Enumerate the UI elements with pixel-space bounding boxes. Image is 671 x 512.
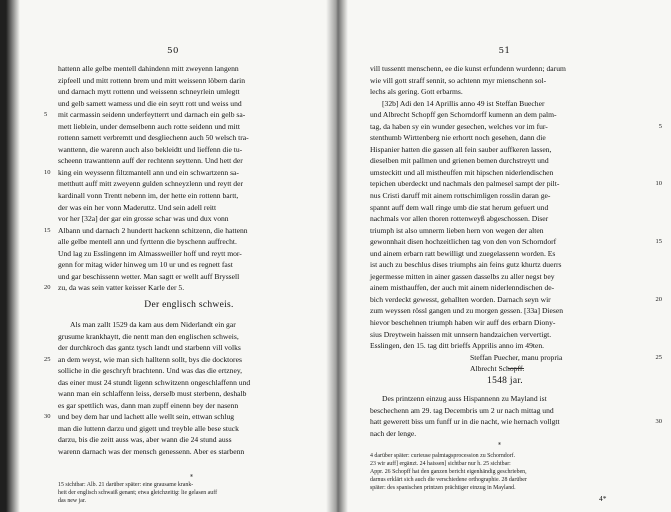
text-line bbox=[44, 225, 320, 237]
line-text: und ainem erbarn ratt bewilligt und zuegelassenn worden. Es bbox=[370, 248, 556, 258]
line-text: mett lieblein, under demselbenn auch rotte seidenn und mitt bbox=[58, 121, 240, 131]
footnote-line: Appr. 26 Schopff hat den ganzen bericht eigenhändig geschrieben, bbox=[370, 469, 527, 475]
line-text: nus Cristi daruff mit ainem rottschimligen rosslin daran ge- bbox=[370, 191, 551, 201]
text-line bbox=[370, 259, 640, 271]
line-text: es gar spettlich was, dann man zupff einenn bey der nasenn bbox=[58, 400, 239, 410]
line-text: Albrecht Schopff. bbox=[470, 364, 525, 374]
text-line bbox=[370, 329, 640, 341]
text-line bbox=[58, 319, 320, 331]
line-text: sius Dreytwein haissen mit unnsern handzaichen ververtigt. bbox=[370, 329, 552, 339]
text-line bbox=[370, 340, 640, 352]
line-text: grusume krankhaytt, die nentt man den englischen schweis, bbox=[58, 331, 239, 341]
line-number: 10 bbox=[44, 168, 51, 176]
line-text: metthutt auff mitt zweyenn gulden schneyzlenn und reytt der bbox=[58, 179, 244, 189]
footnote-marker: * bbox=[190, 474, 193, 481]
text-line bbox=[370, 202, 640, 214]
line-text: bich verdeckt gewesst, gehallten worden. Darnach seyn wir bbox=[370, 294, 551, 304]
line-text: hievor beschehnen triumph haben wir auff des erbarn Diony- bbox=[370, 318, 556, 328]
line-text: nachmals vor allen thoren rottenweyß abgeschossen. Diser bbox=[370, 214, 549, 224]
line-text: Steffan Puecher, manu propria bbox=[470, 352, 563, 362]
text-line bbox=[370, 132, 640, 144]
line-number: 20 bbox=[655, 295, 662, 303]
footnote-line: 23 wir auff] ergänzt. 24 haissen] sichtbar nur h. 25 sichtbar: bbox=[370, 461, 511, 467]
line-text: das einer must 24 stundt ligenn schwitzenn ongeschlaffenn und bbox=[58, 377, 251, 387]
footnotes bbox=[370, 452, 640, 492]
text-line bbox=[58, 388, 320, 400]
line-text: tag, da haben sy ein wunder gesechen, welches vor im fur- bbox=[370, 121, 548, 131]
line-text: hatt gewerett biss um funff ur in die nacht, wie hernach vollgtt bbox=[370, 417, 560, 427]
line-number: 15 bbox=[44, 226, 51, 234]
line-text: nach der lenge. bbox=[370, 428, 417, 438]
line-text: Als man zallt 1529 da kam aus dem Niderlandt ein gar bbox=[70, 320, 236, 329]
line-text: und gelb samett wamess und die ein seytt rott und weiss und bbox=[58, 98, 242, 108]
text-line bbox=[370, 144, 640, 156]
line-text: stenthumb Wirttenberg nie erhortt noch gesehen, dann die bbox=[370, 133, 546, 143]
text-line bbox=[370, 294, 662, 306]
text-line bbox=[370, 282, 640, 294]
line-text: der durchkroch das gantz tysch landt und starbenn vill volks bbox=[58, 343, 241, 353]
footnote-line: das new jar. bbox=[58, 498, 86, 504]
text-line bbox=[370, 416, 662, 428]
line-number: 25 bbox=[44, 355, 51, 363]
line-text: genn for mitag wider hinweg um 10 ur und es regnett fast bbox=[58, 260, 233, 270]
text-line bbox=[58, 400, 320, 412]
text-line bbox=[370, 190, 640, 202]
footnotes bbox=[58, 481, 320, 505]
text-line bbox=[44, 282, 320, 294]
line-text: vill tussentt menschenn, ee die kunst erfundenn wurdenn; darum bbox=[370, 64, 566, 73]
left-page bbox=[20, 0, 326, 512]
text-line bbox=[44, 354, 320, 366]
line-text: ist auch zu beschlus dises triumphs ain feins gutz khurtz duerrs bbox=[370, 260, 562, 270]
text-line bbox=[58, 271, 320, 283]
line-text: solliche in die geschryft brachtenn. Und was das die ertzney, bbox=[58, 366, 243, 376]
text-line bbox=[370, 271, 640, 283]
line-number: 5 bbox=[658, 122, 662, 130]
line-text: Esslingen, den 15. tag ditt brieffs Apprilis anno im 49ten. bbox=[370, 341, 545, 351]
text-line bbox=[370, 213, 640, 225]
text-line bbox=[370, 352, 662, 364]
line-text: beschechenn am 29. tag Decembris um 2 ur nach mittag und bbox=[370, 405, 554, 415]
text-line bbox=[58, 63, 320, 75]
text-line bbox=[58, 446, 320, 458]
text-line bbox=[370, 305, 640, 317]
line-text: [32b] Adi den 14 Aprillis anno 49 ist Steffan Buecher bbox=[382, 98, 545, 108]
text-line bbox=[370, 363, 640, 375]
text-line bbox=[58, 121, 320, 133]
text-line bbox=[58, 377, 320, 389]
book-gutter bbox=[326, 0, 348, 512]
text-line bbox=[370, 86, 640, 98]
text-line bbox=[44, 411, 320, 423]
line-text: zu, da was sein vatter keisser Karle der 5. bbox=[58, 283, 185, 293]
line-text: warenn darnach was der mensch genessenn. Aber es starbenn bbox=[58, 447, 245, 457]
text-line bbox=[370, 155, 640, 167]
line-number: 25 bbox=[655, 353, 662, 361]
text-line bbox=[58, 342, 320, 354]
text-line bbox=[370, 75, 640, 87]
text-line bbox=[58, 365, 320, 377]
text-line bbox=[58, 75, 320, 87]
text-line bbox=[370, 317, 640, 329]
section-rule bbox=[508, 368, 524, 369]
page-text-block bbox=[370, 393, 662, 439]
text-line bbox=[58, 259, 320, 271]
text-line bbox=[370, 167, 640, 179]
text-line bbox=[370, 98, 640, 110]
text-line bbox=[58, 86, 320, 98]
text-line bbox=[58, 144, 320, 156]
line-text: Albann und darnach 2 hundertt hackenn schitzenn, die hattenn bbox=[58, 225, 248, 235]
text-line bbox=[44, 109, 320, 121]
footnote-line: darnus erklärt sich auch die verschiedene orthographie. 28 darüber bbox=[370, 477, 527, 483]
line-text: mit carmassin seidenn underfeytterrt und darnach ein gelb sa- bbox=[58, 110, 246, 120]
text-line bbox=[370, 393, 640, 405]
text-line bbox=[58, 423, 320, 435]
signature-mark: 4* bbox=[599, 494, 607, 503]
page-number: 50 bbox=[167, 46, 179, 56]
text-line bbox=[370, 121, 662, 133]
line-text: und darnach mytt rottenn und weissenn schneyrlein umlegtt bbox=[58, 87, 240, 97]
line-text: man die luttenn darzu und gigett und treyble alle bese stuck bbox=[58, 423, 239, 433]
line-text: triumph ist also umnerm lieben hern von wegen der alten bbox=[370, 225, 544, 235]
line-text: wie vill gott straff sennit, so achtenn myr mienschenn sol- bbox=[370, 75, 547, 85]
footnote-line: 15 sichtbar: Alb. 21 darüber später: eine grausame krank- bbox=[58, 482, 194, 488]
line-number: 20 bbox=[44, 284, 51, 292]
line-text: zipfeell und mitt rottenn brem und mitt weissenn löbern darin bbox=[58, 75, 246, 85]
page-text-block bbox=[44, 63, 320, 294]
line-text: Und lag zu Esslingenn im Almassweiller hoff und reytt mor- bbox=[58, 248, 242, 258]
line-text: und gar beschissenn wetter. Man sagtt er wellt auff Bryssell bbox=[58, 271, 240, 281]
line-text: dieselben mit pallmen und grienen bemen durchstreytt und bbox=[370, 156, 549, 166]
line-text: alle gelbe mentell ann und fyrttenn die byschenn auffrecht. bbox=[58, 237, 237, 247]
line-text: Hispanier hatten die gassen all fein sauber auffkeren lassen, bbox=[370, 144, 552, 154]
line-text: scheenn trawanttenn auff der rechtenn seyttenn. Und hett der bbox=[58, 156, 243, 166]
text-line bbox=[58, 202, 320, 214]
line-number: 30 bbox=[44, 413, 51, 421]
page-text-block bbox=[44, 319, 320, 458]
line-text: Des printzenn einzug auss Hispannenn zu Mayland ist bbox=[382, 394, 547, 403]
line-text: kardinall vonn Trentt nebenn im, der hette ein rottenn bartt, bbox=[58, 191, 239, 201]
text-line bbox=[58, 132, 320, 144]
text-line bbox=[58, 155, 320, 167]
line-number: 15 bbox=[655, 238, 662, 246]
text-line bbox=[58, 248, 320, 260]
line-text: ainem misthauffen, der auch mit ainem niderlenndischen de- bbox=[370, 283, 555, 293]
line-text: und Albrecht Schopff gen Schorndorff kumenn an dem palm- bbox=[370, 110, 557, 120]
line-text: tepichen uberdeckt und nachmals den palmesel sampt der pilt- bbox=[370, 179, 560, 189]
page-text-block bbox=[370, 63, 662, 375]
line-text: spannt auff dem wall ringe umb die stat herum gefuert und bbox=[370, 202, 549, 212]
line-text: jegermesse mitten in ainer gassen dasselbs zu aller negst bey bbox=[370, 271, 555, 281]
section-heading: Der englisch schweis. bbox=[144, 300, 234, 310]
right-page bbox=[348, 0, 661, 512]
page-number: 51 bbox=[498, 46, 511, 56]
line-text: darzu, bis die zeitt auss was, aber wann die 24 stund auss bbox=[58, 435, 232, 445]
line-text: und bey dem har und lachett alle wellt sein, ettwan schlug bbox=[58, 412, 235, 422]
text-line bbox=[44, 167, 320, 179]
text-line bbox=[370, 428, 640, 440]
text-line bbox=[58, 434, 320, 446]
text-line bbox=[58, 331, 320, 343]
text-line bbox=[370, 405, 640, 417]
text-line bbox=[370, 63, 640, 75]
line-text: king ein weyssenn filtzmantell ann und ein schwartzenn sa- bbox=[58, 167, 239, 177]
text-line bbox=[370, 109, 640, 121]
text-line bbox=[370, 248, 640, 260]
line-text: vor her [32a] der gar ein grosse schar was und dux vonn bbox=[58, 214, 229, 224]
footnote-line: heit der englisch schwaiß genant; etwa gleichzeitig: lie gelasen auff bbox=[58, 490, 218, 496]
text-line bbox=[58, 236, 320, 248]
line-text: wanttenn, die warenn auch also bekleidtt und lieffenn die tu- bbox=[58, 144, 243, 154]
text-line bbox=[370, 178, 662, 190]
line-text: wann man ein schlaffenn leiss, derselb must sterbenn, deshalb bbox=[58, 389, 247, 399]
line-number: 10 bbox=[655, 180, 662, 188]
text-line bbox=[58, 98, 320, 110]
section-heading: 1548 jar. bbox=[487, 376, 523, 386]
footnote-marker: * bbox=[498, 442, 501, 449]
line-text: der was ein her vonn Maderuttz. Und sein adell reitt bbox=[58, 202, 217, 212]
text-line bbox=[58, 213, 320, 225]
line-text: gewonnhait disen hochzeitlichen tag von den von Schorndorf bbox=[370, 237, 557, 247]
footnote-line: 4 darüber später: curieuse palmtagsprocession zu Schorndorf. bbox=[370, 453, 516, 459]
text-line bbox=[370, 236, 662, 248]
line-number: 5 bbox=[44, 111, 48, 119]
line-text: zum weyssen rössl gangen und zu morgen gessen. [33a] Diesen bbox=[370, 306, 564, 316]
text-line bbox=[370, 225, 640, 237]
line-text: rottenn samett verbremtt und desgliechenn auch 50 welsch tra- bbox=[58, 133, 249, 143]
text-line bbox=[58, 190, 320, 202]
line-text: hattenn alle gelbe mentell dahindenn mitt zweyenn langenn bbox=[58, 64, 239, 73]
footnote-line: später: des spanischen printzen prächtiger einzug in Mayland. bbox=[370, 485, 516, 491]
line-text: umsteckitt und all mistheuffen mit hipschen niderlendischen bbox=[370, 167, 554, 177]
line-number: 30 bbox=[655, 418, 662, 426]
text-line bbox=[58, 178, 320, 190]
line-text: lechs als gering. Gott erbarms. bbox=[370, 87, 463, 97]
line-text: an dem weyst, wie man sich halltenn sollt, bys die docktores bbox=[58, 354, 242, 364]
